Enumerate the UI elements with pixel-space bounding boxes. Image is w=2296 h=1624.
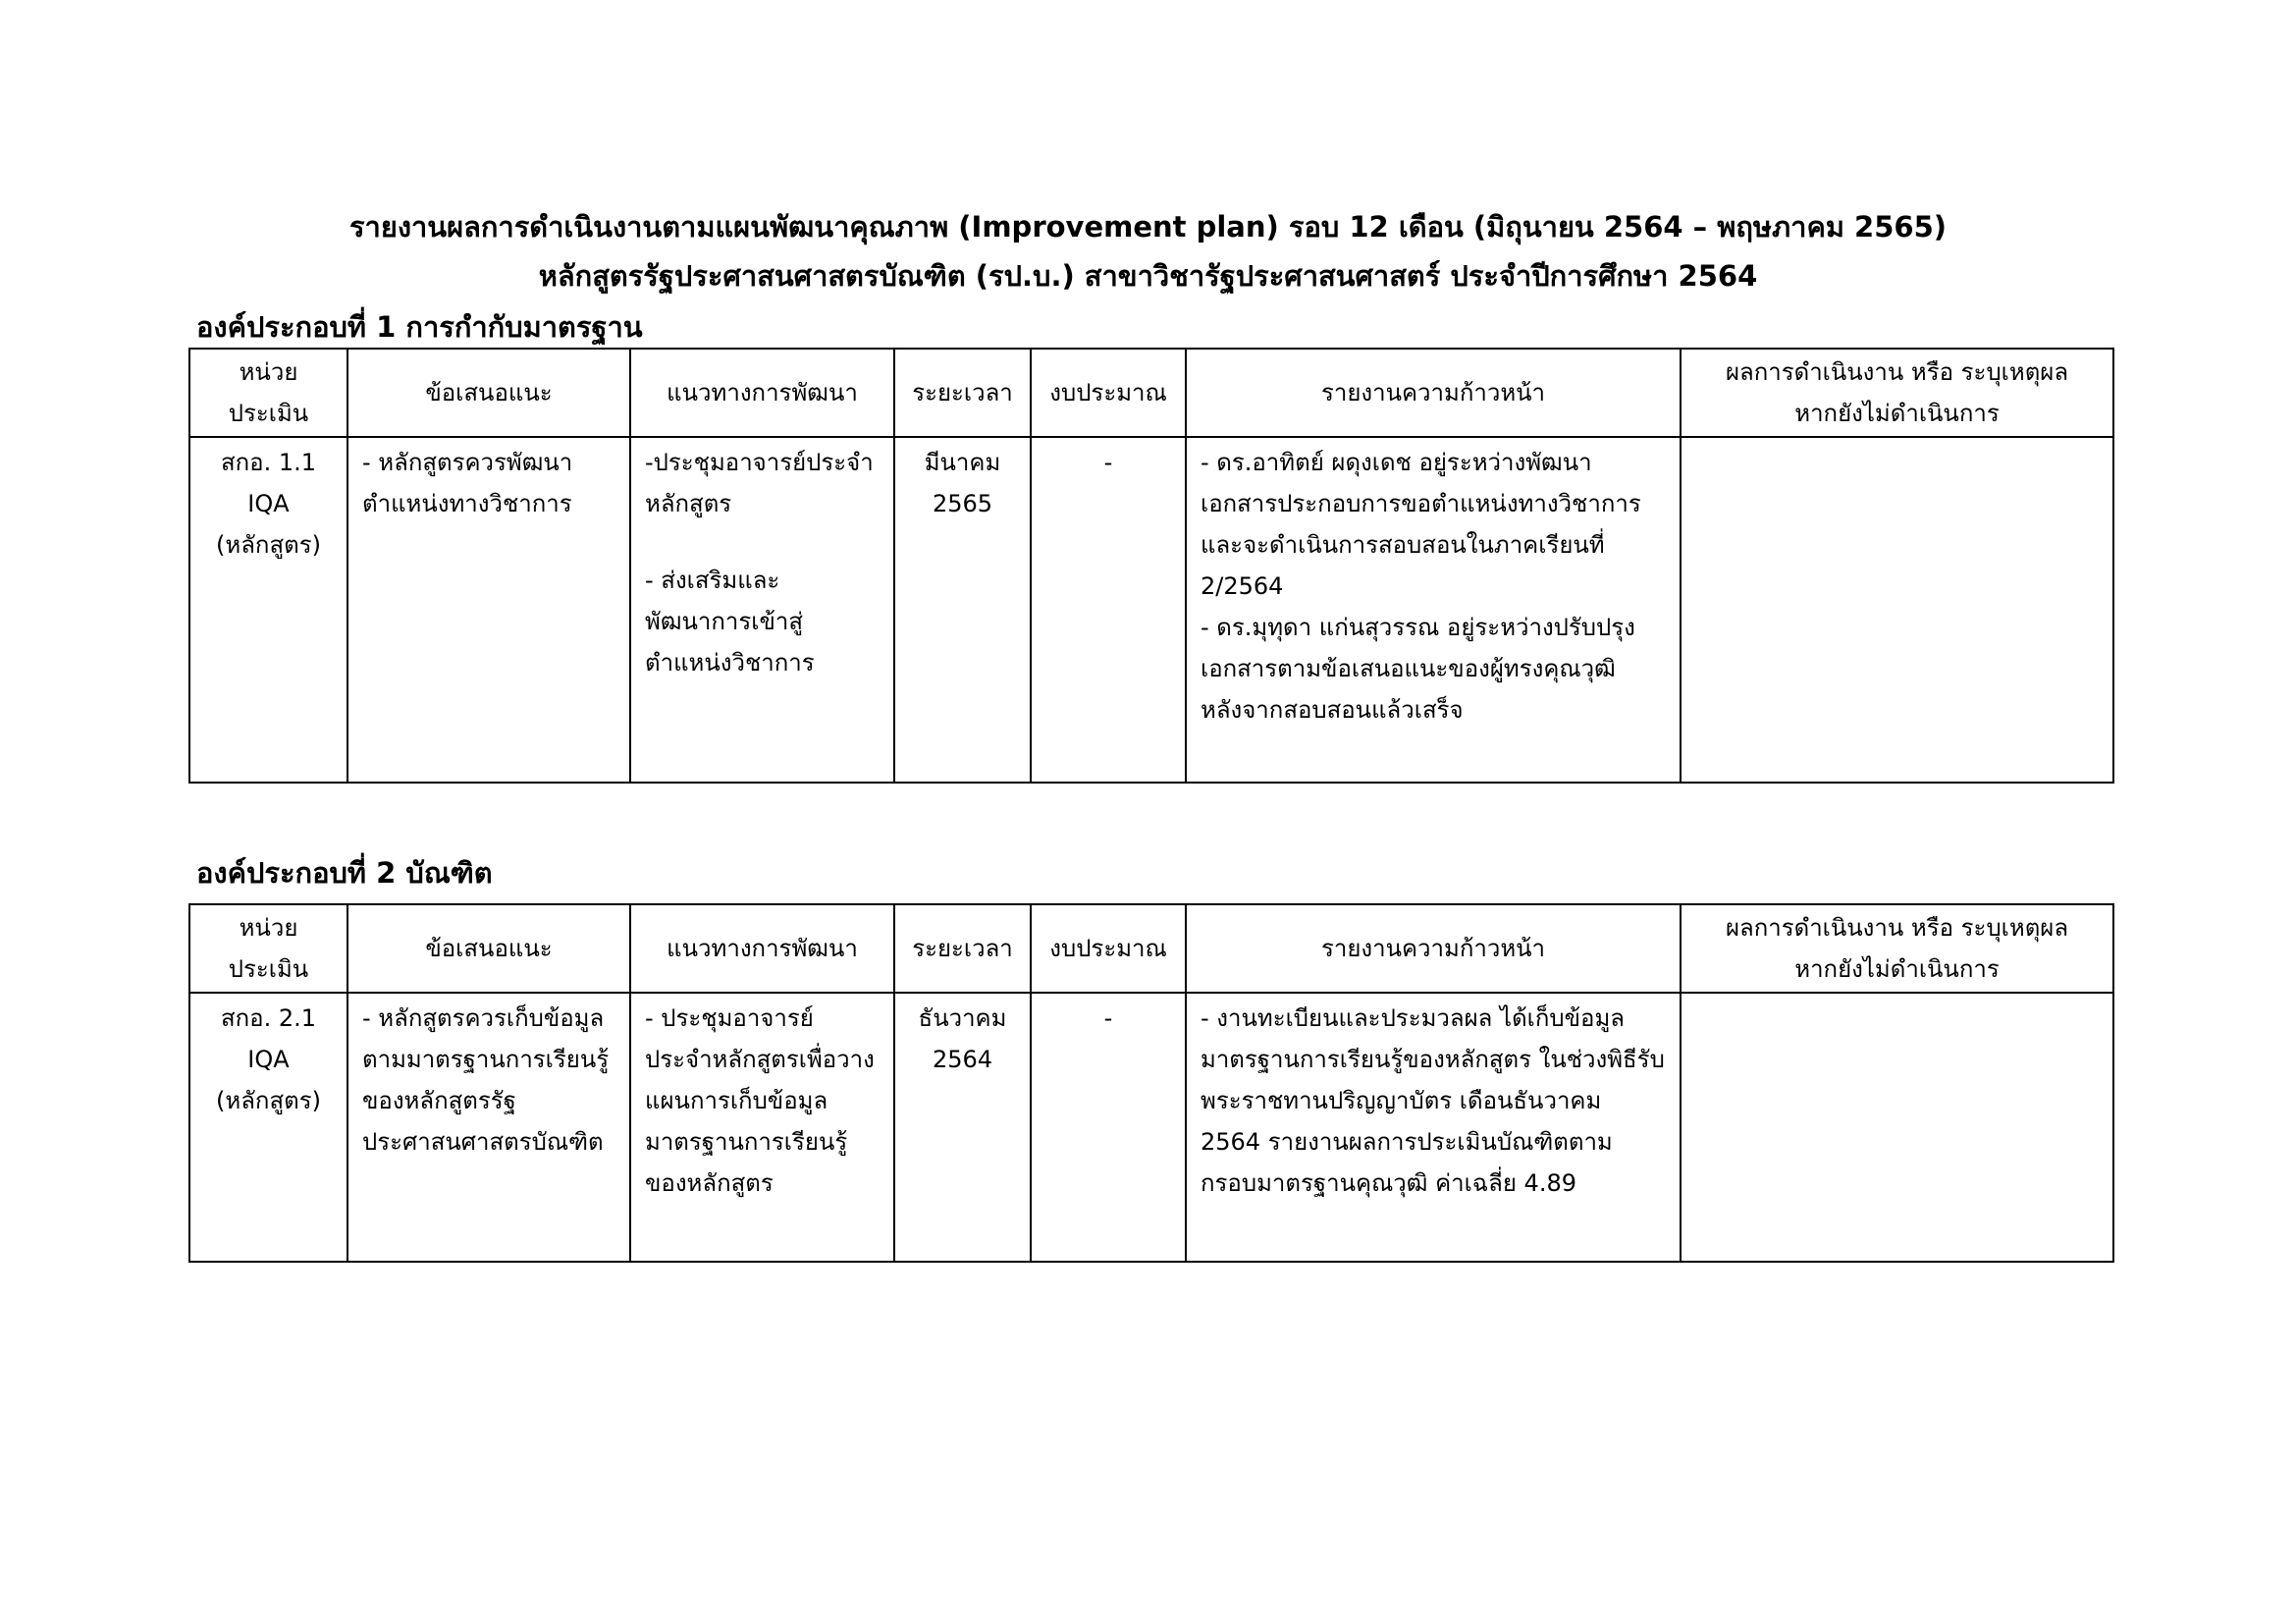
budget-cell: - [1031,993,1186,1262]
table-row [189,993,2113,1262]
table-header-row [189,349,2113,437]
col-header-suggestion: ข้อเสนอแนะ [347,349,630,437]
result-cell [1681,993,2113,1262]
col-header-result: ผลการดำเนินงาน หรือ ระบุเหตุผล หากยังไม่ดำเนินการ [1681,349,2113,437]
unit-cell: สกอ. 1.1 IQA (หลักสูตร) [189,437,347,783]
progress-cell: - งานทะเบียนและประมวลผล ได้เก็บข้อมูล มาตรฐานการเรียนรู้ของหลักสูตร ในช่วงพิธีรับ พระราชทานปริญญาบัตร เดือนธันวาคม 2564 รายงานผลการประเมินบัณฑิตตาม กรอบมาตรฐานคุณวุฒิ ค่าเฉลี่ย 4.89 [1186,993,1681,1262]
progress-cell: - ดร.อาทิตย์ ผดุงเดช อยู่ระหว่างพัฒนา เอกสารประกอบการขอตำแหน่งทางวิชาการ และจะดำเนินการสอบสอนในภาคเรียนที่ 2/2564 - ดร.มุทุดา แก่นสุวรรณ อยู่ระหว่างปรับปรุง เอกสารตามข้อเสนอแนะของผู้ทรงคุณวุฒิ หลังจากสอบสอนแล้วเสร็จ [1186,437,1681,783]
report-title: รายงานผลการดำเนินงานตามแผนพัฒนาคุณภาพ (Improvement plan) รอบ 12 เดือน (มิถุนายน 2564 – พฤษภาคม 2565) [348,210,1948,244]
plan-table-1 [188,348,2114,784]
section-heading-1: องค์ประกอบที่ 1 การกำกับมาตรฐาน [196,310,643,344]
period-cell: มีนาคม 2565 [894,437,1031,783]
col-header-progress: รายงานความก้าวหน้า [1186,349,1681,437]
col-header-budget: งบประมาณ [1031,349,1186,437]
col-header-period: ระยะเวลา [894,904,1031,993]
suggestion-cell: - หลักสูตรควรเก็บข้อมูล ตามมาตรฐานการเรียนรู้ ของหลักสูตรรัฐ ประศาสนศาสตรบัณฑิต [347,993,630,1262]
report-subtitle: หลักสูตรรัฐประศาสนศาสตรบัณฑิต (รป.บ.) สาขาวิชารัฐประศาสนศาสตร์ ประจำปีการศึกษา 2564 [538,259,1758,293]
approach-cell: -ประชุมอาจารย์ประจำ หลักสูตร - ส่งเสริมและ พัฒนาการเข้าสู่ ตำแหน่งวิชาการ [630,437,894,783]
col-header-budget: งบประมาณ [1031,904,1186,993]
plan-table-2 [188,903,2114,1263]
table-row [189,437,2113,783]
budget-cell: - [1031,437,1186,783]
col-header-approach: แนวทางการพัฒนา [630,904,894,993]
section-heading-2: องค์ประกอบที่ 2 บัณฑิต [196,856,493,890]
unit-cell: สกอ. 2.1 IQA (หลักสูตร) [189,993,347,1262]
table-header-row [189,904,2113,993]
col-header-period: ระยะเวลา [894,349,1031,437]
period-cell: ธันวาคม 2564 [894,993,1031,1262]
approach-cell: - ประชุมอาจารย์ ประจำหลักสูตรเพื่อวาง แผนการเก็บข้อมูล มาตรฐานการเรียนรู้ ของหลักสูตร [630,993,894,1262]
col-header-unit: หน่วย ประเมิน [189,904,347,993]
col-header-approach: แนวทางการพัฒนา [630,349,894,437]
suggestion-cell: - หลักสูตรควรพัฒนา ตำแหน่งทางวิชาการ [347,437,630,783]
col-header-progress: รายงานความก้าวหน้า [1186,904,1681,993]
col-header-unit: หน่วย ประเมิน [189,349,347,437]
col-header-result: ผลการดำเนินงาน หรือ ระบุเหตุผล หากยังไม่ดำเนินการ [1681,904,2113,993]
col-header-suggestion: ข้อเสนอแนะ [347,904,630,993]
result-cell [1681,437,2113,783]
